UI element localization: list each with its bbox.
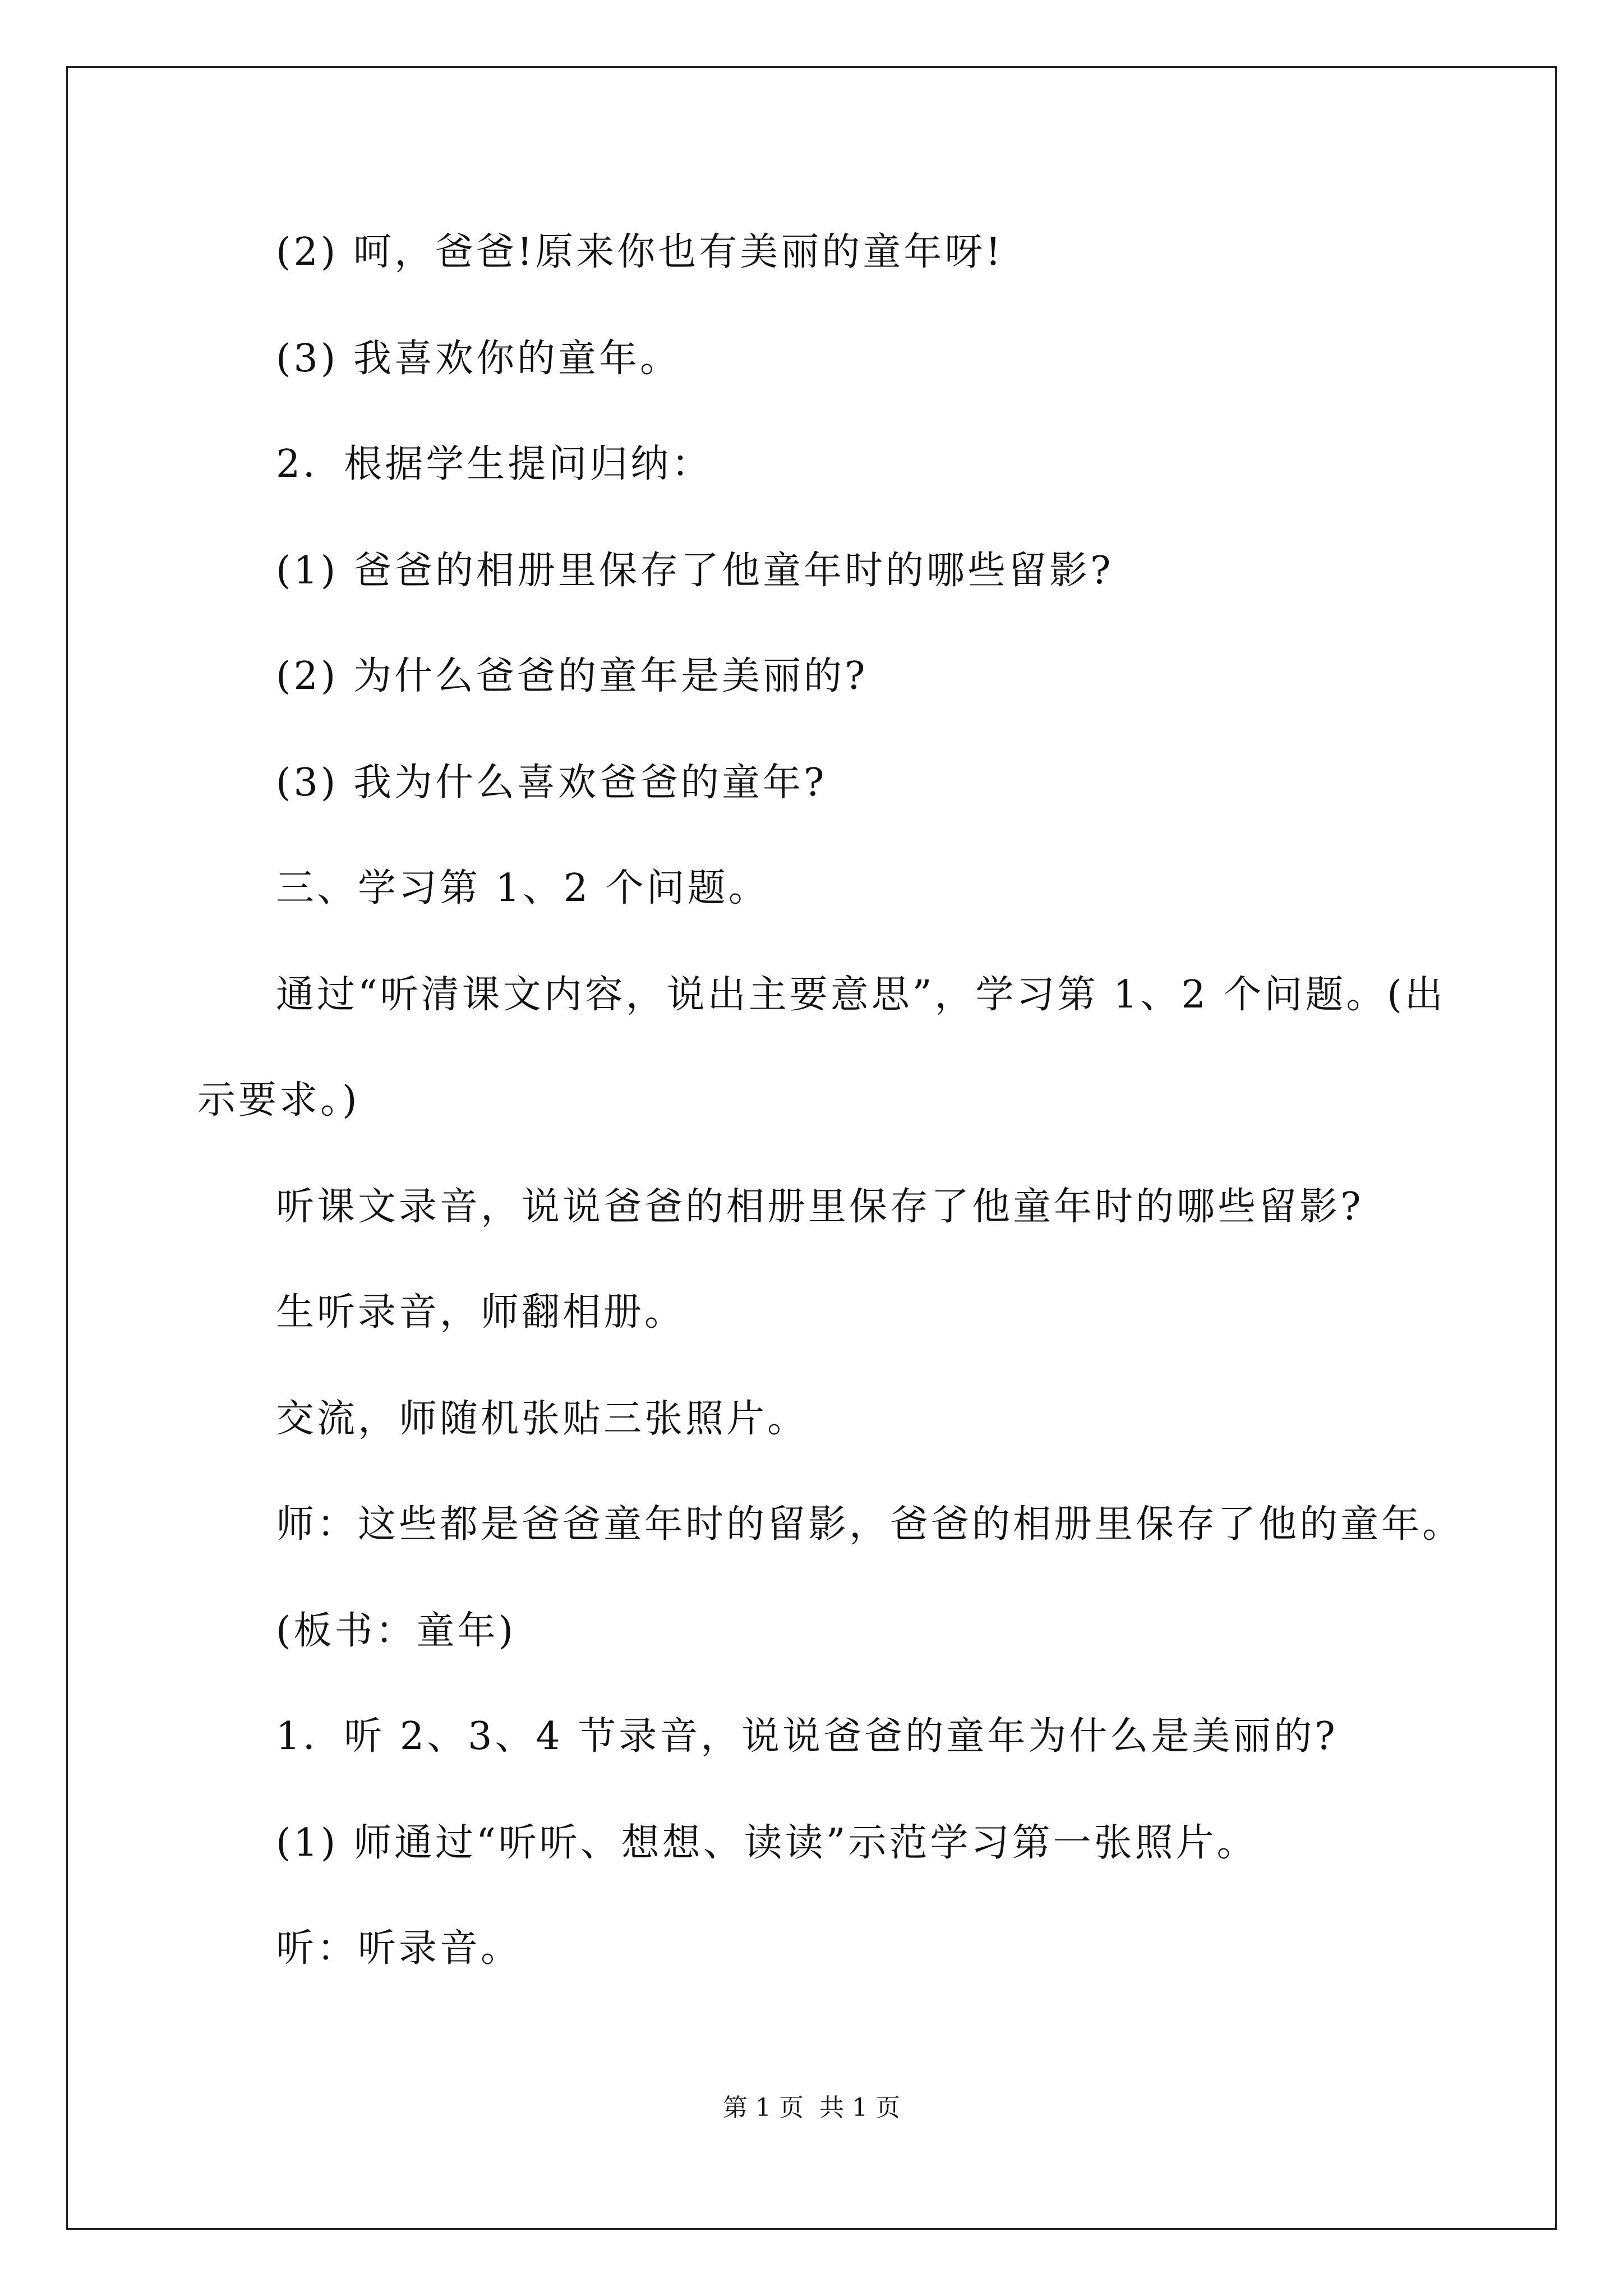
- paragraph: (1) 爸爸的相册里保存了他童年时的哪些留影?: [276, 549, 1114, 593]
- page-footer: [0, 2092, 1623, 2124]
- page-total: 共 1 页: [819, 2093, 900, 2122]
- paragraph: 听：听录音。: [276, 1926, 522, 1971]
- paragraph-continuation: 示要求。): [197, 1078, 360, 1122]
- paragraph: 2．根据学生提问归纳：: [276, 442, 713, 486]
- paragraph: 通过“听清课文内容，说出主要意思”，学习第 1、2 个问题。(出: [276, 973, 1446, 1017]
- paragraph: (板书：童年): [276, 1609, 517, 1653]
- paragraph: 听课文录音，说说爸爸的相册里保存了他童年时的哪些留影?: [276, 1185, 1364, 1229]
- paragraph: 师：这些都是爸爸童年时的留影，爸爸的相册里保存了他的童年。: [276, 1502, 1464, 1547]
- page-number: 第 1 页: [723, 2093, 804, 2122]
- section-heading: 三、学习第 1、2 个问题。: [276, 866, 769, 910]
- paragraph: (2) 呵，爸爸!原来你也有美丽的童年呀!: [276, 230, 1004, 274]
- paragraph: 交流，师随机张贴三张照片。: [276, 1397, 809, 1441]
- page-border: [66, 66, 1557, 2230]
- paragraph: (3) 我喜欢你的童年。: [276, 337, 681, 381]
- paragraph: 生听录音，师翻相册。: [276, 1290, 686, 1335]
- paragraph: (1) 师通过“听听、想想、读读”示范学习第一张照片。: [276, 1821, 1258, 1865]
- paragraph: (3) 我为什么喜欢爸爸的童年?: [276, 761, 827, 805]
- paragraph: (2) 为什么爸爸的童年是美丽的?: [276, 654, 868, 698]
- paragraph: 1．听 2、3、4 节录音，说说爸爸的童年为什么是美丽的?: [276, 1714, 1338, 1759]
